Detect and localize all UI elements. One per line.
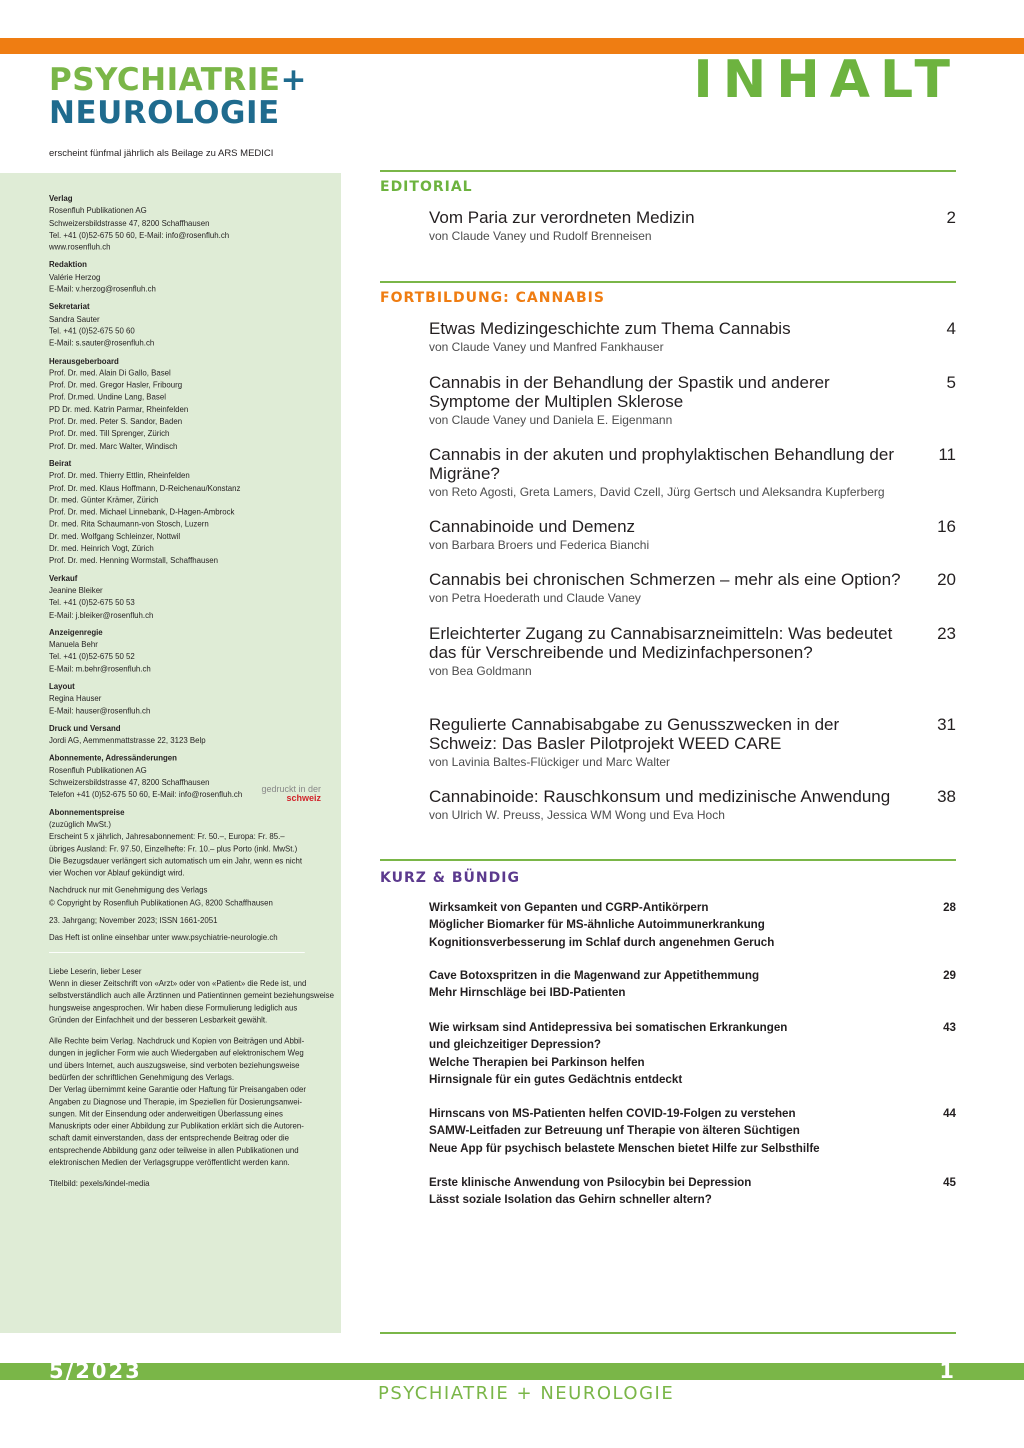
printed-country: schweiz: [286, 793, 321, 803]
short-news-item: Hirnscans von MS-Patienten helfen COVID-19-Folgen zu verstehen: [429, 1107, 796, 1120]
impressum-block: [49, 807, 309, 880]
impressum-block: [49, 885, 309, 909]
impressum-block: [49, 259, 309, 295]
impressum-note-line: Wenn in dieser Zeitschrift von «Arzt» oder von «Patient» die Rede ist, und: [49, 978, 307, 988]
printed-in-switzerland-logo: [261, 785, 321, 803]
section-heading-fortbildung: FORTBILDUNG: CANNABIS: [380, 290, 605, 306]
article-title: Vom Paria zur verordneten Medizin: [429, 208, 695, 227]
impressum-note-line: elektronischen Medien der Verlagsgruppe veröffentlicht werden kann.: [49, 1157, 290, 1167]
impressum-note: [49, 1035, 309, 1169]
impressum-line: Prof. Dr. med. Alain Di Gallo, Basel: [49, 368, 171, 378]
section-heading-kurz: KURZ & BÜNDIG: [380, 870, 520, 886]
toc-entry: [429, 373, 956, 428]
article-authors: von Claude Vaney und Rudolf Brenneisen: [429, 229, 652, 243]
impressum-line: www.rosenfluh.ch: [49, 242, 111, 252]
impressum-note-line: Titelbild: pexels/kindel-media: [49, 1178, 150, 1189]
impressum-line: vier Wochen vor Ablauf gekündigt wird.: [49, 868, 185, 878]
impressum-note-line: bedürfen der schriftlichen Genehmigung des Verlags.: [49, 1072, 235, 1082]
impressum-block: [49, 458, 309, 567]
impressum-line: E-Mail: v.herzog@rosenfluh.ch: [49, 284, 156, 294]
impressum-note-line: Manuskripts oder einer Abbildung zur Publikation erklärt sich die Autoren-: [49, 1121, 304, 1131]
printed-label: gedruckt in der: [261, 784, 321, 794]
impressum-line: Dr. med. Heinrich Vogt, Zürich: [49, 543, 154, 553]
impressum-block: [49, 915, 309, 927]
impressum-heading: Sekretariat: [49, 302, 90, 312]
impressum-line: 23. Jahrgang; November 2023; ISSN 1661-2051: [49, 915, 218, 925]
impressum-line: Sandra Sauter: [49, 314, 100, 324]
short-news-page-number: 43: [943, 1021, 956, 1034]
impressum-line: Erscheint 5 x jährlich, Jahresabonnement: Fr. 50.–, Europa: Fr. 85.–: [49, 831, 285, 841]
impressum-line: Regina Hauser: [49, 693, 102, 703]
impressum-note-line: Alle Rechte beim Verlag. Nachdruck und Kopien von Beiträgen und Abbil-: [49, 1036, 305, 1046]
section-rule: [380, 170, 956, 172]
impressum-heading: Abonnementspreise: [49, 807, 125, 817]
impressum-line: E-Mail: s.sauter@rosenfluh.ch: [49, 338, 155, 348]
toc-entry: [429, 517, 956, 553]
short-news-item: und gleichzeitiger Depression?: [429, 1038, 602, 1052]
impressum-note: [49, 965, 334, 1026]
impressum-block: [49, 932, 309, 944]
impressum-line: Dr. med. Günter Krämer, Zürich: [49, 495, 159, 505]
impressum-line: Die Bezugsdauer verlängert sich automatisch um ein Jahr, wenn es nicht: [49, 856, 303, 866]
impressum-line: Dr. med. Wolfgang Schleinzer, Nottwil: [49, 531, 181, 541]
impressum-note-line: sungen. Mit der Einsendung oder anderweitigen Überlassung eines: [49, 1109, 283, 1119]
short-news-item: Möglicher Biomarker für MS-ähnliche Autoimmunerkrankung: [429, 918, 765, 932]
bottom-rule: [380, 1332, 956, 1334]
article-authors: von Reto Agosti, Greta Lamers, David Czell, Jürg Gertsch und Aleksandra Kupferberg: [429, 485, 885, 499]
impressum-line: Schweizersbildstrasse 47, 8200 Schaffhausen: [49, 218, 210, 228]
impressum-note-line: und übers Internet, auch auszugsweise, sind verboten beziehungsweise: [49, 1060, 300, 1070]
impressum-line: Prof. Dr. med. Klaus Hoffmann, D-Reichenau/Konstanz: [49, 483, 241, 493]
article-title: Cannabinoide und Demenz: [429, 517, 636, 536]
section-rule: [380, 859, 956, 861]
article-authors: von Claude Vaney und Manfred Fankhauser: [429, 340, 664, 354]
impressum-note-line: schaft damit einverstanden, dass der entsprechende Beitrag oder die: [49, 1133, 290, 1143]
impressum-block: [49, 301, 309, 350]
article-authors: von Barbara Broers und Federica Bianchi: [429, 538, 650, 552]
short-news-item: Neue App für psychisch belastete Menschen bietet Hilfe zur Selbsthilfe: [429, 1141, 820, 1155]
short-news-item: Wie wirksam sind Antidepressiva bei somatischen Erkrankungen: [429, 1021, 788, 1034]
impressum-line: E-Mail: m.behr@rosenfluh.ch: [49, 664, 151, 674]
impressum-line: (zuzüglich MwSt.): [49, 819, 111, 829]
toc-entry: [429, 624, 956, 679]
impressum-line: Prof. Dr. med. Marc Walter, Windisch: [49, 441, 178, 451]
article-authors: von Petra Hoederath und Claude Vaney: [429, 591, 641, 605]
impressum-block: [49, 193, 309, 254]
impressum-line: Schweizersbildstrasse 47, 8200 Schaffhausen: [49, 777, 210, 787]
short-news-item: SAMW-Leitfaden zur Betreuung unf Therapie von älteren Süchtigen: [429, 1124, 800, 1138]
short-news-item: Cave Botoxspritzen in die Magenwand zur Appetithemmung: [429, 969, 760, 982]
logo-subline: erscheint fünfmal jährlich als Beilage zu ARS MEDICI: [49, 148, 274, 159]
page-number: 1: [939, 1359, 954, 1383]
impressum-line: Nachdruck nur mit Genehmigung des Verlags: [49, 885, 208, 895]
impressum-line: Jeanine Bleiker: [49, 585, 103, 595]
article-title: Regulierte Cannabisabgabe zu Genusszwecken in der Schweiz: Das Basler Pilotprojekt WEED CARE: [429, 715, 840, 753]
section-rule: [380, 281, 956, 283]
impressum-content: [49, 193, 334, 1199]
impressum-line: Das Heft ist online einsehbar unter www.psychiatrie-neurologie.ch: [49, 933, 278, 943]
impressum-line: Prof. Dr. med. Thierry Ettlin, Rheinfelden: [49, 470, 190, 481]
article-page-number: 11: [938, 445, 956, 464]
toc-entry: [429, 787, 956, 823]
article-authors: von Bea Goldmann: [429, 664, 532, 678]
short-news-item: Erste klinische Anwendung von Psilocybin bei Depression: [429, 1176, 752, 1189]
impressum-note-line: selbstverständlich auch alle Ärztinnen und Patientinnen gemeint beziehungsweise: [49, 990, 334, 1000]
journal-logo: [49, 64, 307, 130]
article-title: Cannabinoide: Rauschkonsum und medizinische Anwendung: [429, 787, 891, 806]
impressum-line: Tel. +41 (0)52-675 50 53: [49, 597, 135, 607]
impressum-heading: Layout: [49, 681, 75, 691]
short-news-item: Hirnsignale für ein gutes Gedächtnis entdeckt: [429, 1072, 683, 1086]
impressum-heading: Verlag: [49, 193, 73, 204]
short-news-item: Kognitionsverbesserung im Schlaf durch angenehmen Geruch: [429, 935, 775, 949]
article-title: Erleichterter Zugang zu Cannabisarzneimitteln: Was bedeutet das für Verschreibende und Medizinfachpersonen?: [429, 624, 893, 662]
short-news-page-number: 28: [943, 901, 956, 914]
impressum-line: Tel. +41 (0)52-675 50 60, E-Mail: info@rosenfluh.ch: [49, 230, 230, 240]
impressum-note-line: hungsweise angesprochen. Wir haben diese Formulierung lediglich aus: [49, 1002, 298, 1012]
article-page-number: 31: [937, 715, 956, 734]
impressum-block: [49, 723, 309, 747]
article-title: Etwas Medizingeschichte zum Thema Cannabis: [429, 319, 791, 338]
impressum-line: Prof. Dr. med. Till Sprenger, Zürich: [49, 428, 170, 439]
article-title: Cannabis in der akuten und prophylaktischen Behandlung der Migräne?: [429, 445, 894, 483]
impressum-heading: Redaktion: [49, 260, 87, 270]
toc-entry: [429, 570, 956, 606]
impressum-heading: Verkauf: [49, 573, 78, 583]
article-page-number: 23: [937, 624, 956, 643]
impressum-line: Prof. Dr. med. Peter S. Sandor, Baden: [49, 416, 183, 426]
impressum-line: Jordi AG, Aemmenmattstrasse 22, 3123 Belp: [49, 735, 206, 745]
impressum-line: Prof. Dr.med. Undine Lang, Basel: [49, 392, 166, 402]
short-news-page-number: 44: [943, 1107, 956, 1120]
short-news-page-number: 29: [943, 969, 956, 982]
short-news-item: Mehr Hirnschläge bei IBD-Patienten: [429, 986, 626, 1000]
page-title: INHALT: [693, 50, 960, 110]
article-page-number: 20: [937, 570, 956, 589]
impressum-line: Prof. Dr. med. Gregor Hasler, Fribourg: [49, 380, 183, 390]
impressum-line: PD Dr. med. Katrin Parmar, Rheinfelden: [49, 404, 189, 414]
article-authors: von Claude Vaney und Daniela E. Eigenmann: [429, 413, 673, 427]
short-news-group: [429, 1174, 956, 1209]
impressum-block: [49, 355, 309, 452]
impressum-line: übriges Ausland: Fr. 97.50, Einzelhefte: Fr. 10.– plus Porto (inkl. MwSt.): [49, 843, 298, 854]
impressum-sidebar: [0, 173, 341, 1333]
article-page-number: 4: [946, 319, 956, 338]
short-news-group: [429, 1105, 956, 1157]
short-news-item: Welche Therapien bei Parkinson helfen: [429, 1055, 645, 1069]
impressum-block: [49, 681, 309, 717]
logo-neurologie: NEUROLOGIE: [49, 95, 280, 131]
toc-entry: [429, 715, 956, 770]
impressum-line: Prof. Dr. med. Henning Wormstall, Schaffhausen: [49, 555, 219, 566]
article-page-number: 5: [946, 373, 956, 392]
toc-entry: [429, 208, 956, 244]
impressum-note-line: Der Verlag übernimmt keine Garantie oder Haftung für Preisangaben oder: [49, 1084, 307, 1094]
impressum-line: E-Mail: j.bleiker@rosenfluh.ch: [49, 609, 154, 620]
article-title: Cannabis bei chronischen Schmerzen – mehr als eine Option?: [429, 570, 901, 589]
footer-journal-title: PSYCHIATRIE + NEUROLOGIE: [378, 1383, 675, 1404]
article-page-number: 2: [946, 208, 956, 227]
impressum-line: Dr. med. Rita Schaumann-von Stosch, Luzern: [49, 519, 209, 529]
impressum-heading: Druck und Versand: [49, 723, 121, 733]
impressum-line: Prof. Dr. med. Michael Linnebank, D-Hagen-Ambrock: [49, 507, 235, 517]
short-news-page-number: 45: [943, 1176, 956, 1189]
short-news-group: [429, 899, 956, 951]
short-news-item: Wirksamkeit von Gepanten und CGRP-Antikörpern: [429, 901, 709, 914]
short-news-item: Lässt soziale Isolation das Gehirn schneller altern?: [429, 1193, 712, 1207]
impressum-note-line: Liebe Leserin, lieber Leser: [49, 966, 142, 976]
impressum-block: [49, 573, 309, 622]
impressum-heading: Anzeigenregie: [49, 627, 103, 637]
impressum-line: © Copyright by Rosenfluh Publikationen AG, 8200 Schaffhausen: [49, 897, 273, 908]
impressum-note-line: Gründen der Einfachheit und der besseren Lesbarkeit gewählt.: [49, 1014, 268, 1025]
impressum-line: Manuela Behr: [49, 639, 98, 649]
section-heading-editorial: EDITORIAL: [380, 179, 473, 195]
article-authors: von Lavinia Baltes-Flückiger und Marc Walter: [429, 755, 670, 769]
article-page-number: 38: [937, 787, 956, 806]
impressum-block: [49, 627, 309, 676]
impressum-line: Rosenfluh Publikationen AG: [49, 206, 147, 216]
impressum-divider: [49, 952, 305, 953]
short-news-group: [429, 1019, 956, 1088]
article-authors: von Ulrich W. Preuss, Jessica WM Wong und Eva Hoch: [429, 808, 725, 822]
toc-entry: [429, 445, 956, 500]
bottom-green-bar: [0, 1363, 1024, 1380]
impressum-note-line: dungen in jeglicher Form wie auch Wiedergaben auf elektronischem Weg: [49, 1048, 304, 1058]
article-page-number: 16: [937, 517, 956, 536]
short-news-group: [429, 967, 956, 1002]
impressum-line: Rosenfluh Publikationen AG: [49, 765, 147, 775]
impressum-line: Tel. +41 (0)52-675 50 60: [49, 326, 135, 336]
impressum-note: [49, 1178, 309, 1190]
impressum-heading: Herausgeberboard: [49, 356, 119, 366]
impressum-note-line: entsprechende Abbildung ganz oder teilweise in allen Publikationen und: [49, 1145, 299, 1155]
toc-entry: [429, 319, 956, 355]
logo-psychiatrie: PSYCHIATRIE+: [49, 62, 307, 98]
impressum-line: Telefon +41 (0)52-675 50 60, E-Mail: info@rosenfluh.ch: [49, 789, 243, 799]
article-title: Cannabis in der Behandlung der Spastik und anderer Symptome der Multiplen Sklerose: [429, 373, 830, 411]
issue-number: 5/2023: [49, 1359, 142, 1383]
impressum-line: Valérie Herzog: [49, 272, 101, 282]
impressum-heading: Beirat: [49, 458, 72, 468]
impressum-note-line: Angaben zu Diagnose und Therapie, im Speziellen für Dosierungsanwei-: [49, 1096, 302, 1107]
impressum-line: Tel. +41 (0)52-675 50 52: [49, 651, 135, 662]
impressum-heading: Abonnemente, Adressänderungen: [49, 753, 177, 763]
impressum-line: E-Mail: hauser@rosenfluh.ch: [49, 705, 151, 716]
